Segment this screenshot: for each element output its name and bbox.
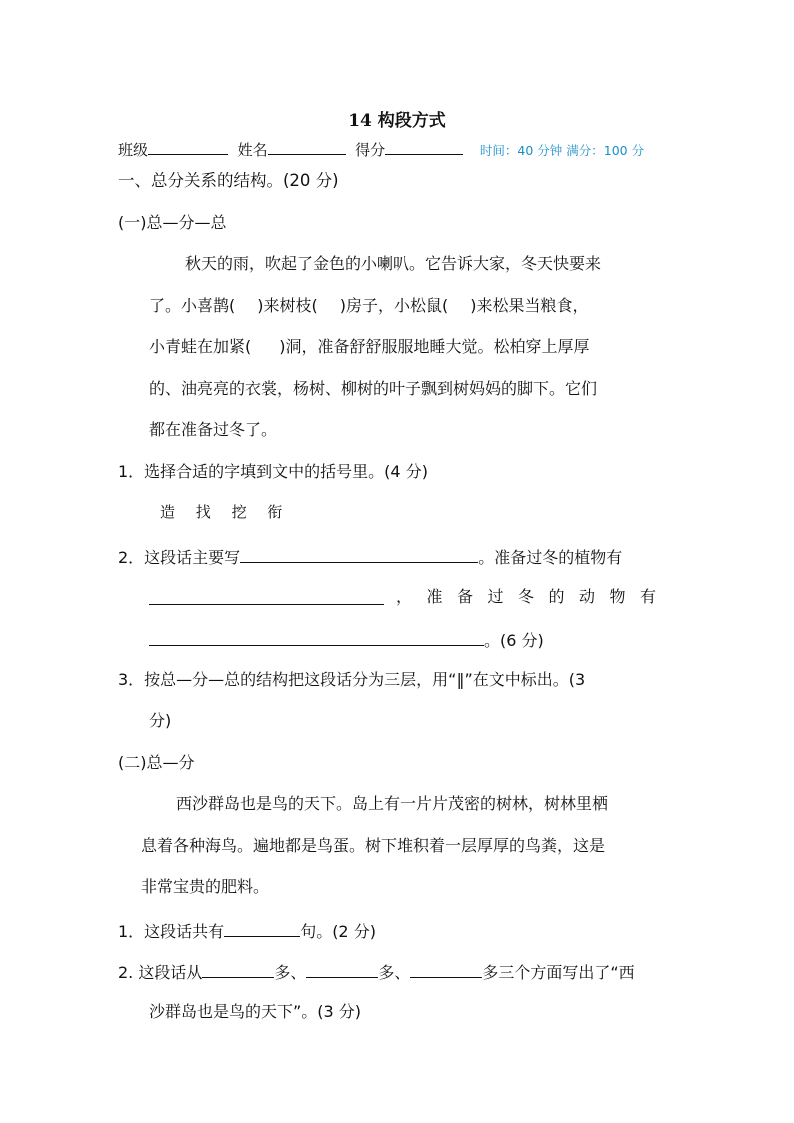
part2-question-1: 1．这段话共有 句。(2 分) — [118, 922, 376, 941]
answer-blank[interactable] — [149, 630, 484, 646]
word-choices — [160, 505, 298, 520]
student-info-row — [118, 139, 644, 160]
class-blank — [148, 140, 228, 155]
question-1: 1．选择合适的字填到文中的括号里。(4 分) — [118, 462, 428, 481]
question-2-cont — [149, 589, 384, 608]
score-label: 得分 — [355, 141, 386, 159]
part2-heading: (二)总—分 — [118, 753, 195, 772]
time-score-info: 时间：40 分钟 满分：100 分 — [479, 143, 645, 158]
part1-paragraph-line: 了。小喜鹊( )来树枝( )房子，小松鼠( )来松果当粮食， — [149, 296, 589, 315]
name-label: 姓名 — [237, 141, 268, 159]
word-choice: 衔 — [267, 503, 283, 521]
question-3-cont: 分) — [149, 711, 172, 730]
question-3: 3．按总—分—总的结构把这段话分为三层，用“‖”在文中标出。(3 — [118, 670, 586, 689]
name-blank — [268, 140, 346, 155]
part1-paragraph-line: 秋天的雨，吹起了金色的小喇叭。它告诉大家，冬天快要来 — [185, 254, 602, 273]
part2-paragraph-line: 非常宝贵的肥料。 — [141, 877, 270, 896]
class-label: 班级 — [118, 141, 149, 159]
part2-paragraph-line: 息着各种海鸟。遍地都是鸟蛋。树下堆积着一层厚厚的鸟粪，这是 — [141, 836, 606, 855]
score-blank — [385, 140, 463, 155]
answer-blank[interactable] — [306, 962, 378, 978]
page-title: 14 构段方式 — [348, 111, 446, 131]
question-2: 2．这段话主要写 。准备过冬的植物有 — [118, 548, 623, 567]
answer-blank[interactable] — [240, 547, 478, 563]
part2-question-2-cont: 沙群岛也是鸟的天下”。(3 分) — [149, 1002, 362, 1021]
answer-blank[interactable] — [410, 962, 482, 978]
part1-paragraph-line: 都在准备过冬了。 — [149, 420, 278, 439]
answer-blank[interactable] — [224, 921, 300, 937]
part2-paragraph-line: 西沙群岛也是鸟的天下。岛上有一片片茂密的树林，树林里栖 — [176, 794, 609, 813]
question-2-cont-text: ，准备过冬的动物有 — [396, 587, 671, 606]
part2-question-2: 2. 这段话从 多、 多、 多三个方面写出了“西 — [118, 963, 635, 982]
word-choice: 造 — [160, 503, 176, 521]
word-choice: 挖 — [231, 503, 247, 521]
word-choice: 找 — [195, 503, 211, 521]
part1-paragraph-line: 小青蛙在加紧( )洞，准备舒舒服服地睡大觉。松柏穿上厚厚 — [149, 337, 590, 356]
part1-paragraph-line: 的、油亮亮的衣裳，杨树、柳树的叶子飘到树妈妈的脚下。它们 — [149, 379, 598, 398]
part1-heading: (一)总—分—总 — [118, 213, 227, 232]
question-2-end: 。(6 分) — [149, 630, 544, 649]
section1-heading: 一、总分关系的结构。(20 分) — [118, 171, 339, 190]
answer-blank[interactable] — [202, 962, 274, 978]
answer-blank[interactable] — [149, 589, 384, 605]
